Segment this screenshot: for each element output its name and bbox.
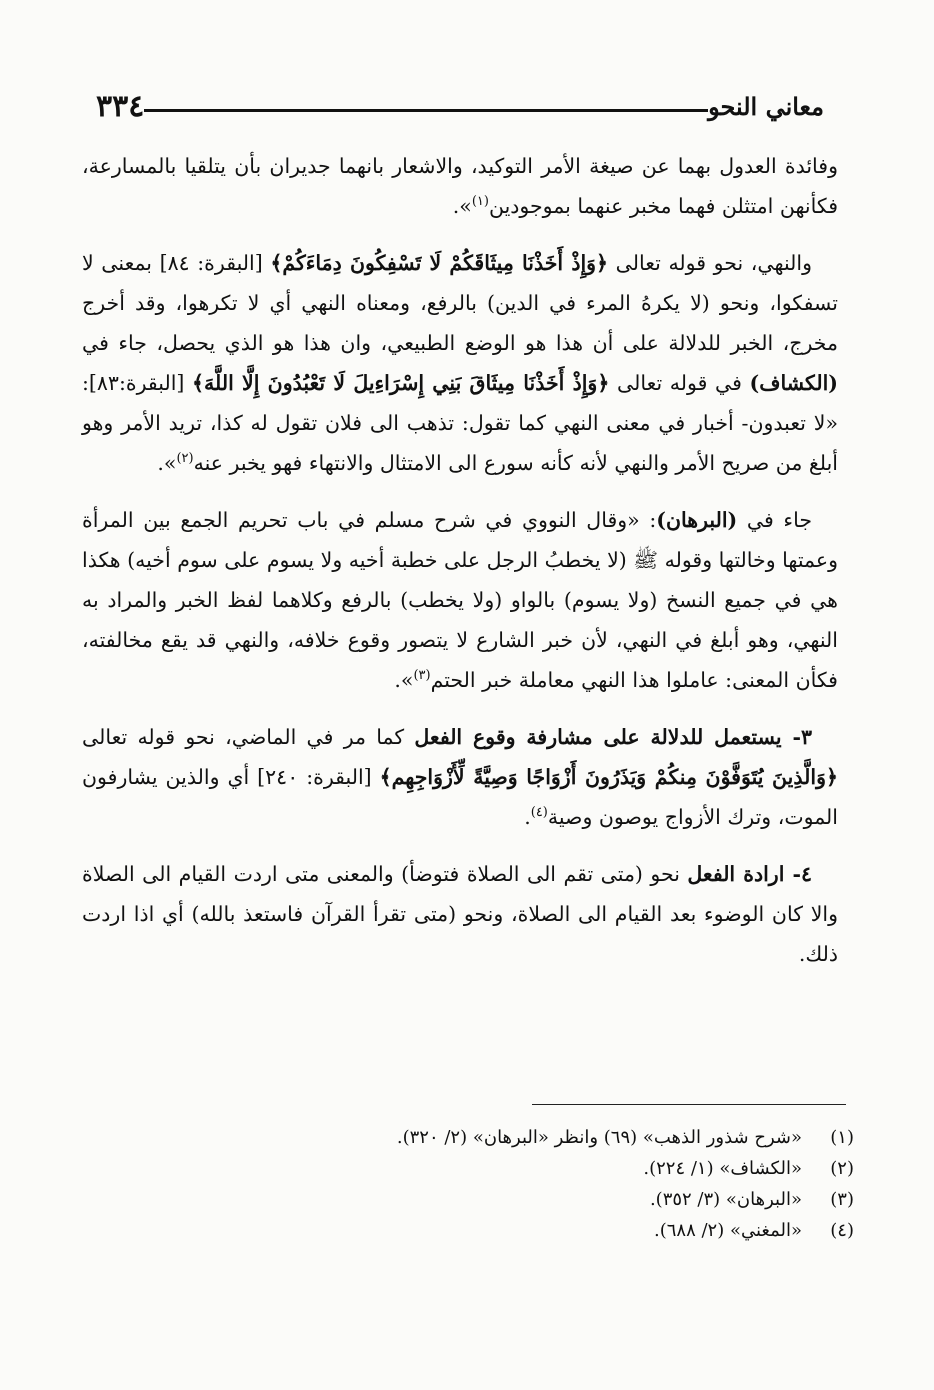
- footnote: [300, 1184, 854, 1215]
- footnote: [300, 1215, 854, 1246]
- text-run: في قوله تعالى: [609, 371, 750, 395]
- footnote-text: «المغني» (٢/ ٦٨٨).: [653, 1220, 802, 1241]
- paragraph: [82, 146, 838, 226]
- text-run: جاء في: [737, 508, 812, 532]
- footnote-number: (٤): [830, 1220, 854, 1241]
- page-header: [78, 84, 838, 128]
- footnote-separator: [532, 1104, 846, 1105]
- text-run: ».: [452, 194, 472, 218]
- footnote-text: «شرح شذور الذهب» (٦٩) وانظر «البرهان» (٢/ ٣٢٠).: [396, 1127, 802, 1148]
- footnote: [300, 1122, 854, 1153]
- paragraph: [82, 717, 838, 837]
- bold-term: (البرهان): [656, 508, 738, 532]
- text-run: كما مر في الماضي، نحو قوله تعالى: [82, 725, 415, 749]
- text-run: ».: [394, 668, 414, 692]
- paragraph: [82, 500, 838, 700]
- footnote-text: «البرهان» (٣/ ٣٥٢).: [649, 1189, 802, 1210]
- bold-term: (الكشاف): [749, 371, 838, 395]
- text-run: ».: [157, 451, 177, 475]
- text-run: : «وقال النووي في شرح مسلم في باب تحريم الجمع بين المرأة وعمتها وخالتها وقوله ﷺ (لا يخطبُ الرجل على خطبة أخيه ولا يسوم على سوم أخيه) هكذا هي في جميع النسخ (ولا يسوم) بالواو (ولا يخطب) بالرفع وكلاهما لفظ الخبر والمراد به النهي، وهو أبلغ في النهي، لأن خبر الشارع لا يتصور وقوع خلافه، والنهي قد يقع مخالفته، فكأن المعنى: عاملوا هذا النهي معاملة خبر الحتم: [82, 508, 838, 692]
- text-run: [البقرة: ٢٤٠] أي والذين يشارفون الموت، وترك الأزواج يوصون وصية: [82, 765, 838, 829]
- running-title: معاني النحو: [708, 91, 824, 121]
- text-run: نحو (متى تقم الى الصلاة فتوضأ) والمعنى متى اردت القيام الى الصلاة والا كان الوضوء بعد القيام الى الصلاة، ونحو (متى تقرأ القرآن فاستعذ بالله) أي اذا اردت ذلك.: [82, 862, 838, 966]
- paragraph: [82, 243, 838, 483]
- quran-verse: ﴿وَإِذْ أَخَذْنَا مِيثَاقَكُمْ لَا تَسْفِكُونَ دِمَاءَكُمْ﴾: [270, 251, 609, 275]
- footnote-reference: (٣): [413, 668, 431, 684]
- text-run: .: [524, 805, 531, 829]
- bold-term: ٤- ارادة الفعل: [687, 862, 813, 886]
- bold-term: ٣- يستعمل للدلالة على مشارفة وقوع الفعل: [414, 725, 812, 749]
- footnote-reference: (٤): [530, 805, 548, 821]
- page-number: ٣٣٤: [96, 88, 145, 124]
- main-text: [82, 146, 838, 991]
- quran-verse: ﴿وَالَّذِينَ يُتَوَفَّوْنَ مِنكُمْ وَيَذَرُونَ أَزْوَاجًا وَصِيَّةً لِّأَزْوَاجِهِم﴾: [379, 765, 838, 789]
- footnote-reference: (١): [471, 194, 489, 210]
- quran-verse: ﴿وَإِذْ أَخَذْنَا مِيثَاقَ بَنِي إِسْرَاءِيلَ لَا تَعْبُدُونَ إِلَّا اللَّهَ﴾: [192, 371, 610, 395]
- footnote-reference: (٢): [176, 451, 194, 467]
- footnote-number: (٣): [830, 1189, 854, 1210]
- footnote: [300, 1153, 854, 1184]
- footnote-text: «الكشاف» (١/ ٢٢٤).: [643, 1158, 802, 1179]
- footnote-number: (١): [830, 1127, 854, 1148]
- paragraph: [82, 854, 838, 974]
- header-rule: [144, 109, 708, 112]
- footnote-number: (٢): [830, 1158, 854, 1179]
- text-run: وفائدة العدول بهما عن صيغة الأمر التوكيد، والاشعار بانهما جديران بأن يتلقيا بالمسارعة، فكأنهن امتثلن فهما مخبر عنهما بموجودين: [82, 154, 838, 218]
- text-run: [البقرة: ٨٤] بمعنى لا تسفكوا، ونحو (لا يكرهُ المرء في الدين) بالرفع، ومعناه النهي أي لا تكرهوا، وقد أخرج مخرج، الخبر للدلالة على أن هذا هو الوضع الطبيعي، وان هذا هو الذي يحصل، جاء في: [82, 251, 838, 355]
- footnotes: [300, 1122, 854, 1246]
- text-run: [البقرة:٨٣]: «لا تعبدون- أخبار في معنى النهي كما تقول: تذهب الى فلان تقول له كذا، تريد الأمر وهو أبلغ من صريح الأمر والنهي لأنه كأنه سورع الى الامتثال والانتهاء فهو يخبر عنه: [82, 371, 838, 475]
- text-run: والنهي، نحو قوله تعالى: [608, 251, 812, 275]
